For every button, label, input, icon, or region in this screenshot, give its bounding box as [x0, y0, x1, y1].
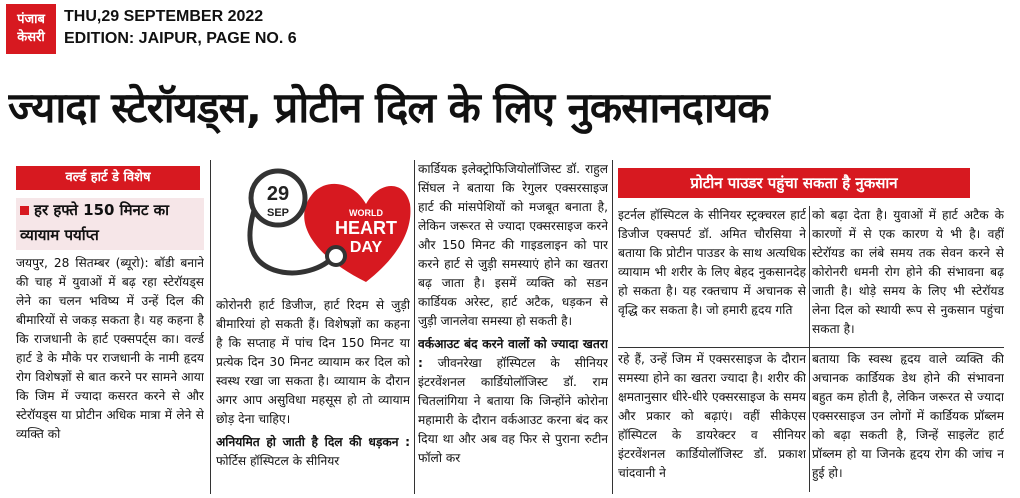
para-lead: अनियमित हो जाती है दिल की धड़कन :: [216, 435, 410, 449]
column-text: बताया कि स्वस्थ हृदय वाले व्यक्ति की अचानक कार्डियक डेथ होने की संभावना बहुत कम होती है, लेकिन जरूरत से ज्यादा एक्सरसाइज उन लोगों में कार्डियक प्रॉब्लम को बढ़ा सकती है, जिन्हें साइलेंट हार्ट प्रॉब्लम हो या जिनके हृदय रोग की जांच न हुई हो।: [812, 352, 1004, 480]
column-divider: [210, 160, 211, 494]
bullet-square-icon: [20, 206, 29, 215]
article-column-5: [812, 206, 1004, 346]
world-heart-day-illustration: [216, 164, 412, 294]
column-text: को बढ़ा देता है। युवाओं में हार्ट अटैक के कारणों में से एक कारण ये भी है। वहीं स्टेरॉयड का लंबे समय तक सेवन करने से कोरोनरी धमनी रोग होने की संभावना बढ़ जाती है। थोड़े समय के लिए भी स्टेरॉयड लेना दिल को स्थायी रूप से नुकसान पहुंचा सकता है।: [812, 208, 1004, 336]
image-word-day: DAY: [349, 239, 383, 256]
column-para-2: [216, 433, 410, 471]
edition-page: EDITION: JAIPUR, PAGE NO. 6: [64, 30, 297, 47]
article-column-7: [812, 350, 1004, 490]
image-date-month: SEP: [266, 207, 290, 219]
section-subhead: [16, 198, 204, 250]
newspaper-logo: [6, 4, 56, 54]
world-heart-day-image: [216, 164, 412, 294]
column-text: जयपुर, 28 सितम्बर (ब्यूरो): बॉडी बनाने की चाह में युवाओं में बढ़ रहा स्टेरॉयड्स लेने का चलन भविष्य में उन्हें दिल की बीमारियों से जकड़ सकता है। यह कहना है कि राजधानी के हार्ट एक्सपर्ट्स का। वर्ल्ड हार्ट डे के मौके पर राजधानी के नामी हृदय रोग विशेषज्ञों से बात करने पर सामने आया कि जिम में ज्यादा कसरत करने से और स्टेरॉयड्स या प्रोटीन अधिक मात्रा में लेने से व्यक्ति को: [16, 256, 204, 441]
section-banner-world-heart-day: वर्ल्ड हार्ट डे विशेष: [16, 166, 200, 190]
column-text: इटर्नल हॉस्पिटल के सीनियर स्ट्रक्चरल हार्ट डिजीज एक्सपर्ट डॉ. अमित चौरसिया ने बताया कि प्रोटीन पाउडर के साथ अत्यधिक व्यायाम भी शरीर के लिए बेहद नुकसानदेह हो सकता है। यह रक्तचाप में अचानक से वृद्धि कर सकता है। जो हमारी हृदय गति: [618, 208, 806, 317]
para-lead: वर्कआउट बंद करने वालों को ज्यादा खतरा :: [418, 337, 608, 370]
para-tail: जीवनरेखा हॉस्पिटल के सीनियर इंटरवेंशनल कार्डियोलॉजिस्ट डॉ. राम चितलांगिया ने बताया कि जिन्होंने कोरोना महामारी के दौरान वर्कआउट करना बंद कर दिया था और अब वह फिर से पुराना रुटीन फॉलो कर: [418, 356, 608, 465]
article-column-3: [418, 160, 608, 492]
image-date-number: 29: [266, 183, 290, 205]
article-column-4: [618, 206, 806, 346]
image-word-world: WORLD: [349, 208, 383, 218]
article-column-2: [216, 296, 410, 492]
para-tail: फोर्टिस हॉस्पिटल के सीनियर: [216, 454, 340, 468]
column-divider: [809, 206, 810, 492]
article-column-1: [16, 254, 204, 490]
section-banner-protein-powder: प्रोटीन पाउडर पहुंचा सकता है नुकसान: [618, 168, 970, 198]
article-column-6: [618, 350, 806, 490]
edition-info: [64, 6, 297, 50]
column-para-2: [418, 335, 608, 468]
page-headline: ज्यादा स्टेरॉयड्स, प्रोटीन दिल के लिए नुकसानदायक: [8, 83, 769, 132]
image-word-heart: HEART: [335, 218, 397, 238]
column-text: कार्डियक इलेक्ट्रोफिजियोलॉजिस्ट डॉ. राहुल सिंघल ने बताया कि रेगुलर एक्सरसाइज हार्ट की मांसपेशियों को मजबूत बनाता है, लेकिन जरूरत से ज्यादा एक्सरसाइज करने और 150 मिनट की गाइडलाइन को पार करने हार्ट से जुड़ी समस्याएं होने का खतरा बढ़ जाता है। इसमें व्यक्ति को सडन कार्डियक अरेस्ट, हार्ट अटैक, धड़कन से जुड़ी जानलेवा समस्या हो सकती है।: [418, 162, 608, 328]
column-text: रहे हैं, उन्हें जिम में एक्सरसाइज के दौरान समस्या होने का खतरा ज्यादा है। शरीर की क्षमतानुसार धीरे-धीरे एक्सरसाइज के समय और प्रकार को बढ़ाएं। वहीं सीकेएस हॉस्पिटल के डायरेक्टर व सीनियर इंटरवेंशनल कार्डियोलॉजिस्ट डॉ. प्रकाश चांदवानी ने: [618, 352, 806, 480]
row-divider: [618, 347, 1004, 348]
logo-line1: पंजाब: [17, 12, 45, 27]
logo-line2: केसरी: [17, 30, 45, 45]
column-divider: [414, 160, 415, 494]
edition-date: THU,29 SEPTEMBER 2022: [64, 8, 264, 25]
subhead-text: हर हफ्ते 150 मिनट का व्यायाम पर्याप्त: [20, 201, 170, 244]
column-divider: [612, 160, 613, 494]
column-text: कोरोनरी हार्ट डिजीज, हार्ट रिदम से जुड़ी बीमारियां हो सकती हैं। विशेषज्ञों का कहना है कि सप्ताह में पांच दिन 150 मिनट या प्रत्येक दिन 30 मिनट व्यायाम कर दिल को स्वस्थ रखा जा सकता है। व्यायाम के दौरान अगर आप असुविधा महसूस हो तो व्यायाम छोड़ देना चाहिए।: [216, 298, 410, 426]
